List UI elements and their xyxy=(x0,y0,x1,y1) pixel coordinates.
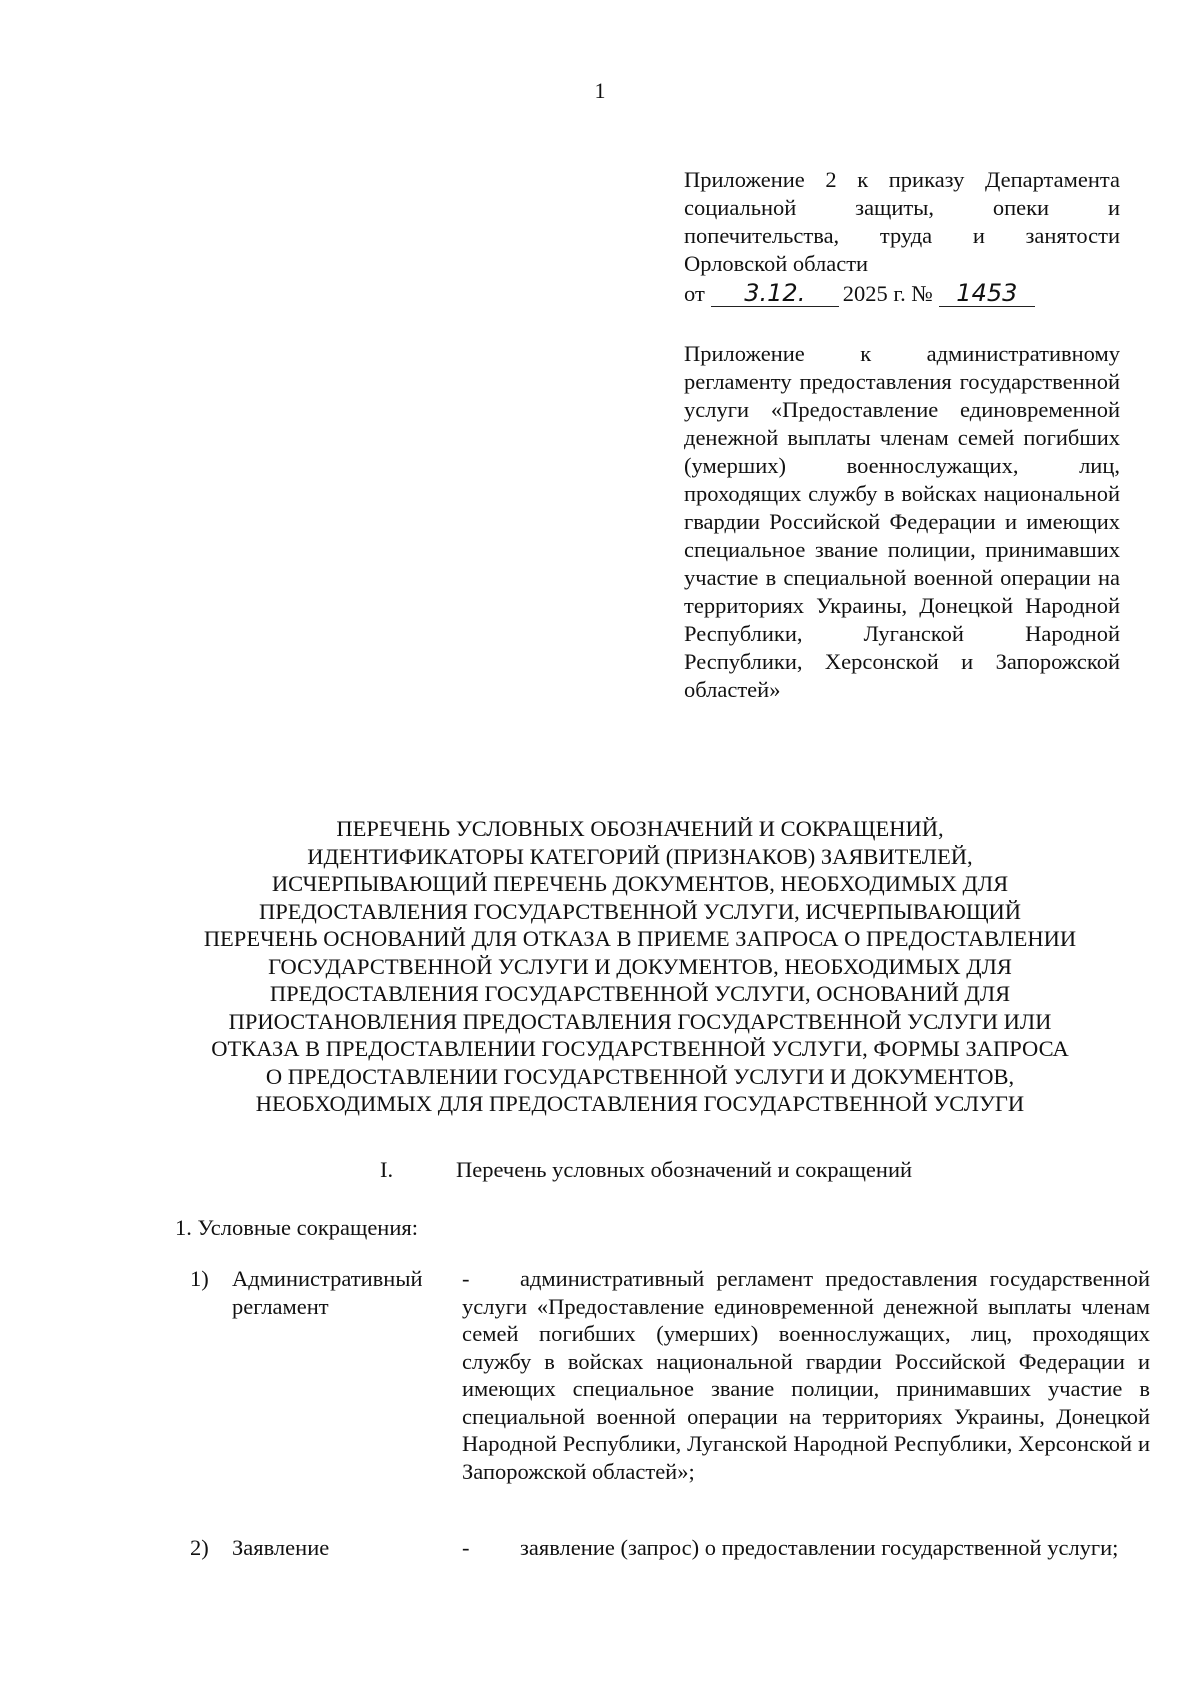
title-line: НЕОБХОДИМЫХ ДЛЯ ПРЕДОСТАВЛЕНИЯ ГОСУДАРСТВЕННОЙ УСЛУГИ xyxy=(255,1091,1025,1116)
title-line: ИСЧЕРПЫВАЮЩИЙ ПЕРЕЧЕНЬ ДОКУМЕНТОВ, НЕОБХОДИМЫХ ДЛЯ xyxy=(271,871,1009,896)
section-heading xyxy=(380,1157,912,1183)
title-line: ПЕРЕЧЕНЬ ОСНОВАНИЙ ДЛЯ ОТКАЗА В ПРИЕМЕ ЗАПРОСА О ПРЕДОСТАВЛЕНИИ xyxy=(203,926,1077,951)
abbreviation-number: 2) xyxy=(190,1535,209,1560)
from-label: от xyxy=(684,281,705,306)
page-number: 1 xyxy=(594,78,606,103)
section-title: Перечень условных обозначений и сокращений xyxy=(456,1157,913,1182)
handwritten-order-number: 1453 xyxy=(939,280,1035,307)
abbreviation-definition-block xyxy=(462,1534,1150,1562)
title-line: ПРЕДОСТАВЛЕНИЯ ГОСУДАРСТВЕННОЙ УСЛУГИ, ОСНОВАНИЙ ДЛЯ xyxy=(269,981,1011,1006)
year-number-label: 2025 г. № xyxy=(842,281,933,306)
title-line: ПРИОСТАНОВЛЕНИЯ ПРЕДОСТАВЛЕНИЯ ГОСУДАРСТВЕННОЙ УСЛУГИ ИЛИ xyxy=(228,1008,1052,1034)
title-line: ПЕРЕЧЕНЬ УСЛОВНЫХ ОБОЗНАЧЕНИЙ И СОКРАЩЕНИЙ, xyxy=(336,816,944,841)
order-date-number-line xyxy=(684,280,1120,308)
title-line: ОТКАЗА В ПРЕДОСТАВЛЕНИИ ГОСУДАРСТВЕННОЙ УСЛУГИ, ФОРМЫ ЗАПРОСА xyxy=(211,1036,1069,1061)
abbreviation-number: 1) xyxy=(190,1266,209,1291)
appendix-order-text: Приложение 2 к приказу Департамента социальной защиты, опеки и попечительства, труда и занятости Орловской области xyxy=(684,167,1120,276)
abbreviation-term: Административный регламент xyxy=(232,1266,423,1319)
title-line: ИДЕНТИФИКАТОРЫ КАТЕГОРИЙ (ПРИЗНАКОВ) ЗАЯВИТЕЛЕЙ, xyxy=(307,843,973,869)
abbreviation-row xyxy=(190,1265,1150,1485)
handwritten-date: 3.12. xyxy=(711,280,839,307)
abbreviation-row xyxy=(190,1534,1150,1562)
section-numeral: I. xyxy=(380,1157,394,1182)
appendix-order-block xyxy=(684,166,1120,308)
abbreviation-definition: заявление (запрос) о предоставлении государственной услуги; xyxy=(520,1535,1119,1560)
subsection-heading: 1. Условные сокращения: xyxy=(175,1215,418,1240)
document-title xyxy=(150,815,1130,1118)
abbreviation-term: Заявление xyxy=(232,1535,330,1560)
definition-dash: - xyxy=(462,1266,470,1291)
abbreviation-definition-block xyxy=(462,1265,1150,1485)
appendix-regulation-block: Приложение к административному регламенту предоставления государственной услуги «Предоставление единовременной денежной выплаты членам семей погибших (умерших) военнослужащих, лиц, проходящих службу в войсках национальной гвардии Российской Федерации и имеющих специальное звание полиции, принимавших участие в специальной военной операции на территориях Украины, Донецкой Народной Республики, Луганской Народной Республики, Херсонской и Запорожской областей» xyxy=(684,341,1120,702)
title-line: ГОСУДАРСТВЕННОЙ УСЛУГИ И ДОКУМЕНТОВ, НЕОБХОДИМЫХ ДЛЯ xyxy=(268,953,1012,979)
definition-dash: - xyxy=(462,1535,470,1560)
abbreviation-definition: административный регламент предоставления государственной услуги «Предоставление единовременной денежной выплаты членам семей погибших (умерших) военнослужащих, лиц, проходящих службу в войсках национальной гвардии Российской Федерации и имеющих специальное звание полиции, принимавших участие в специальной военной операции на территориях Украины, Донецкой Народной Республики, Луганской Народной Республики, Херсонской и Запорожской областей»; xyxy=(462,1266,1150,1484)
title-line: ПРЕДОСТАВЛЕНИЯ ГОСУДАРСТВЕННОЙ УСЛУГИ, ИСЧЕРПЫВАЮЩИЙ xyxy=(258,898,1022,924)
title-line: О ПРЕДОСТАВЛЕНИИ ГОСУДАРСТВЕННОЙ УСЛУГИ И ДОКУМЕНТОВ, xyxy=(265,1063,1015,1089)
